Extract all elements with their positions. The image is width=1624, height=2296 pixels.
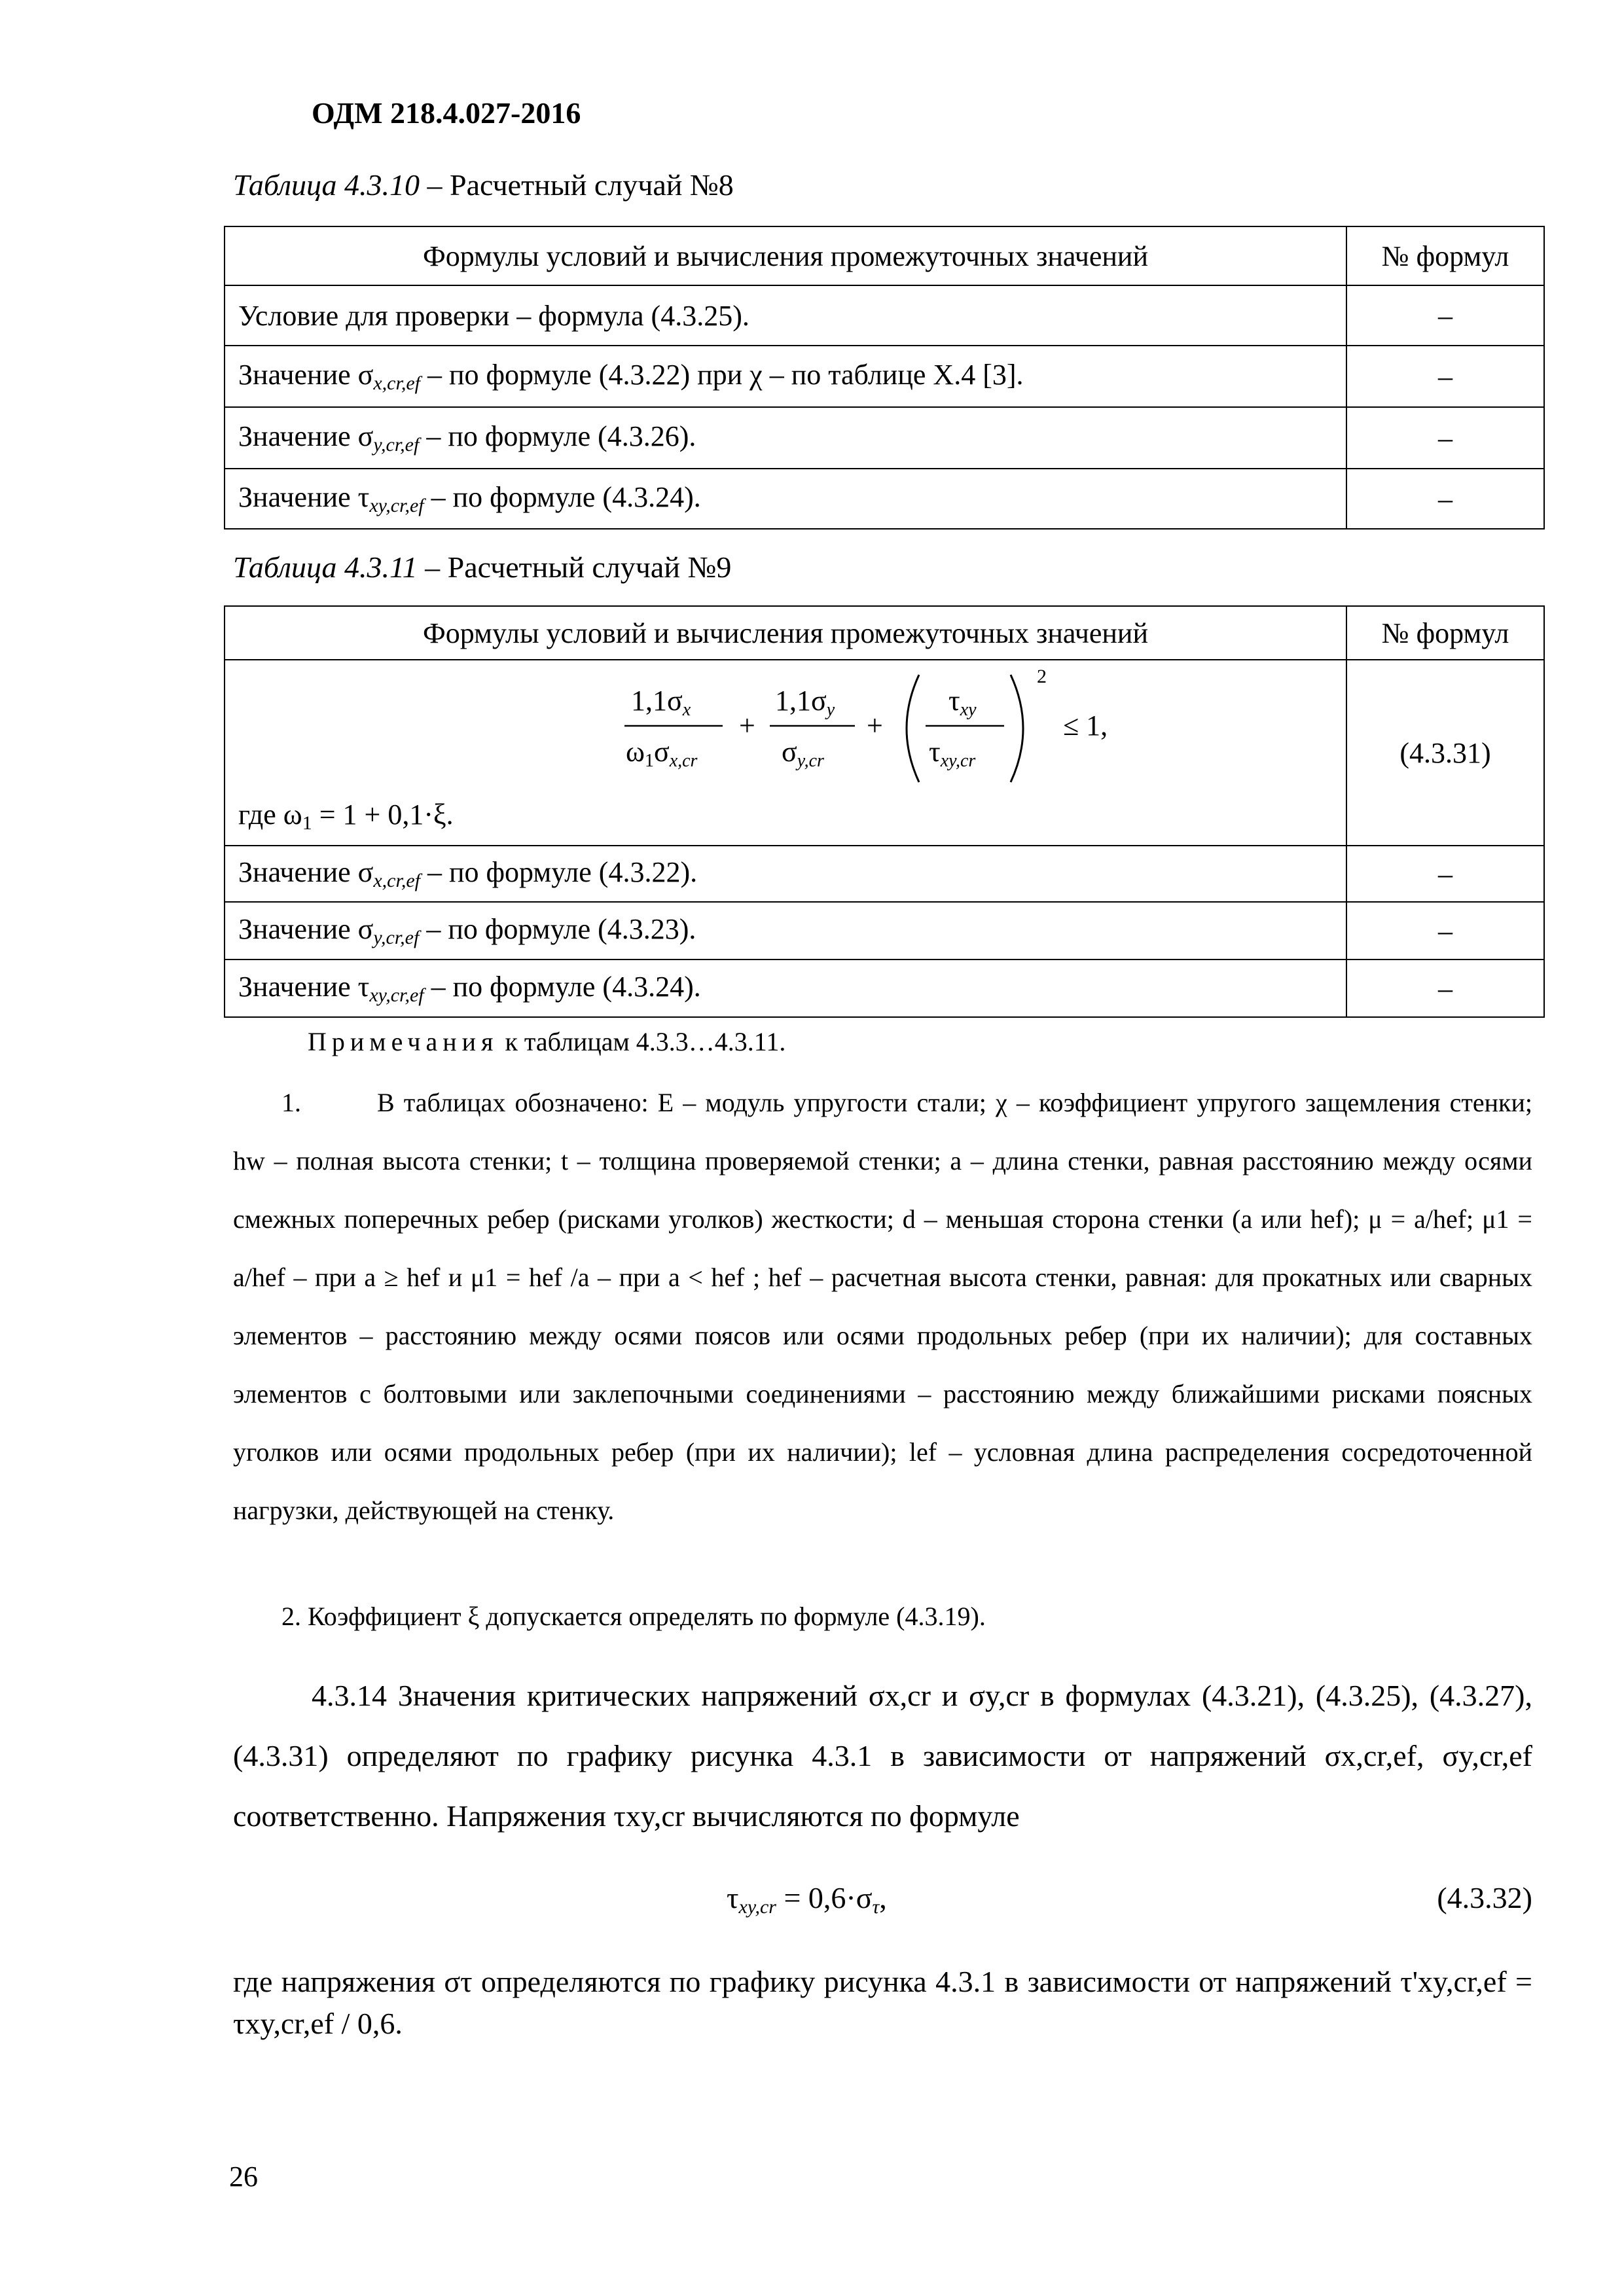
table-4-3-10 (224, 226, 1545, 529)
table-caption-number: Таблица 4.3.10 (233, 168, 420, 202)
table-header-row (225, 226, 1544, 285)
equation-number: (4.3.32) (1437, 1881, 1532, 1914)
svg-text:1,1σx: 1,1σx (631, 685, 691, 720)
note-1 (233, 1073, 1532, 1539)
row-text: Условие для проверки – формула (4.3.25). (225, 285, 1346, 346)
row-number: – (1346, 346, 1544, 407)
svg-text:τxy,cr: τxy,cr (929, 736, 976, 771)
table-caption-title: – Расчетный случай №9 (417, 550, 732, 584)
svg-text:σy,cr: σy,cr (782, 736, 824, 771)
plus-sign: + (867, 709, 883, 742)
row-number: – (1346, 846, 1544, 902)
plus-sign: + (739, 709, 755, 742)
table-row (225, 407, 1544, 469)
table-row (225, 469, 1544, 529)
row-text: Значение $\tau_{xy,cr,ef}$ – по формуле (4.3.24). (225, 469, 1346, 529)
fraction1-numerator: 1,1σ (631, 685, 683, 717)
formula-4-3-31 (592, 663, 1220, 794)
right-paren (1011, 675, 1023, 782)
formula-tail: ≤ 1, (1063, 709, 1108, 742)
paragraph-4-3-14 (233, 1666, 1532, 1846)
col-header-numbers: № формул (1346, 606, 1544, 660)
row-number: – (1346, 960, 1544, 1017)
where-clause: где ω1 = 1 + 0,1·ξ. (238, 798, 454, 834)
page-number: 26 (229, 2161, 258, 2193)
svg-text:τxy: τxy (948, 685, 977, 720)
table-row (225, 902, 1544, 960)
col-header-formulas: Формулы условий и вычисления промежуточных значений (225, 606, 1346, 660)
left-paren (907, 675, 919, 782)
table-4-3-11 (224, 605, 1545, 1018)
row-number: – (1346, 469, 1544, 529)
note-1-text: В таблицах обозначено: E – модуль упругости стали; χ – коэффициент упругого защемления стенки; hw – полная высота стенки; t – толщина проверяемой стенки; a – длина стенки, равная расстоянию между осями смежных поперечных ребер (рисками уголков) жесткости; d – меньшая сторона стенки (a или hef); μ = a/hef; μ1 = a/hef – при a ≥ hef и μ1 = hef /a – при a < hef ; hef – расчетная высота стенки, равная: для прокатных или сварных элементов – расстоянию между осями поясов или осями продольных ребер (при их наличии); для составных элементов с болтовыми или заклепочными соединениями – расстоянию между ближайшими рисками поясных уголков или осями продольных ребер (при их наличии); lef – условная длина распределения сосредоточенной нагрузки, действующей на стенку. (233, 1088, 1532, 1525)
paragraph-where: где напряжения στ определяются по графику рисунка 4.3.1 в зависимости от напряжений τ'xy,cr,ef = τxy,cr,ef / 0,6. (233, 1965, 1532, 2040)
table-caption-number: Таблица 4.3.11 (233, 550, 418, 584)
table-caption-4-3-11 (233, 550, 731, 584)
table-row (225, 285, 1544, 346)
row-text: Значение $\sigma_{y,cr,ef}$ – по формуле (4.3.23). (225, 902, 1346, 960)
note-1-label: 1. (281, 1088, 301, 1117)
formula-number: (4.3.31) (1346, 660, 1544, 846)
table-row (225, 846, 1544, 902)
document-code: ОДМ 218.4.027-2016 (312, 96, 581, 130)
fraction1-denominator: ω (626, 736, 645, 768)
table-caption-title: – Расчетный случай №8 (420, 168, 734, 202)
table-row (225, 346, 1544, 407)
row-text: Значение $\sigma_{x,cr,ef}$ – по формуле (4.3.22). (225, 846, 1346, 902)
row-text: Значение $\sigma_{y,cr,ef}$ – по формуле (4.3.26). (225, 407, 1346, 469)
fraction2-numerator: 1,1σ (775, 685, 827, 717)
exponent: 2 (1037, 666, 1047, 687)
table-caption-4-3-10 (233, 168, 734, 202)
equation-4-3-32: $\tau_{xy,cr} = 0,6\cdot\sigma_\tau$, (727, 1881, 887, 1918)
row-number: – (1346, 285, 1544, 346)
svg-text:ω1σx,cr: ω1σx,cr (626, 736, 698, 771)
row-number: – (1346, 902, 1544, 960)
formula-cell (225, 660, 1346, 846)
row-number: – (1346, 407, 1544, 469)
fraction2-denominator: σ (782, 736, 797, 768)
note-2: 2. Коэффициент ξ допускается определять по формуле (4.3.19). (281, 1602, 986, 1631)
row-text: Значение $\tau_{xy,cr,ef}$ – по формуле (4.3.24). (225, 960, 1346, 1017)
col-header-numbers: № формул (1346, 226, 1544, 285)
table-row-formula (225, 660, 1544, 846)
table-header-row (225, 606, 1544, 660)
paragraph-text: 4.3.14 Значения критических напряжений σx,cr и σy,cr в формулах (4.3.21), (4.3.25), (4.3.27), (4.3.31) определяют по графику рисунка 4.3.1 в зависимости от напряжений σx,cr,ef, σy,cr,ef соответственно. Напряжения τxy,cr вычисляются по формуле (233, 1679, 1532, 1833)
fraction3-numerator: τ (948, 685, 960, 717)
row-text: Значение $\sigma_{x,cr,ef}$ – по формуле (4.3.22) при χ – по таблице X.4 [3]. (225, 346, 1346, 407)
col-header-formulas: Формулы условий и вычисления промежуточных значений (225, 226, 1346, 285)
fraction3-denominator: τ (929, 736, 941, 768)
svg-text:1,1σy: 1,1σy (775, 685, 835, 720)
table-row (225, 960, 1544, 1017)
notes-title: Примечания к таблицам 4.3.3…4.3.11. (308, 1027, 786, 1056)
